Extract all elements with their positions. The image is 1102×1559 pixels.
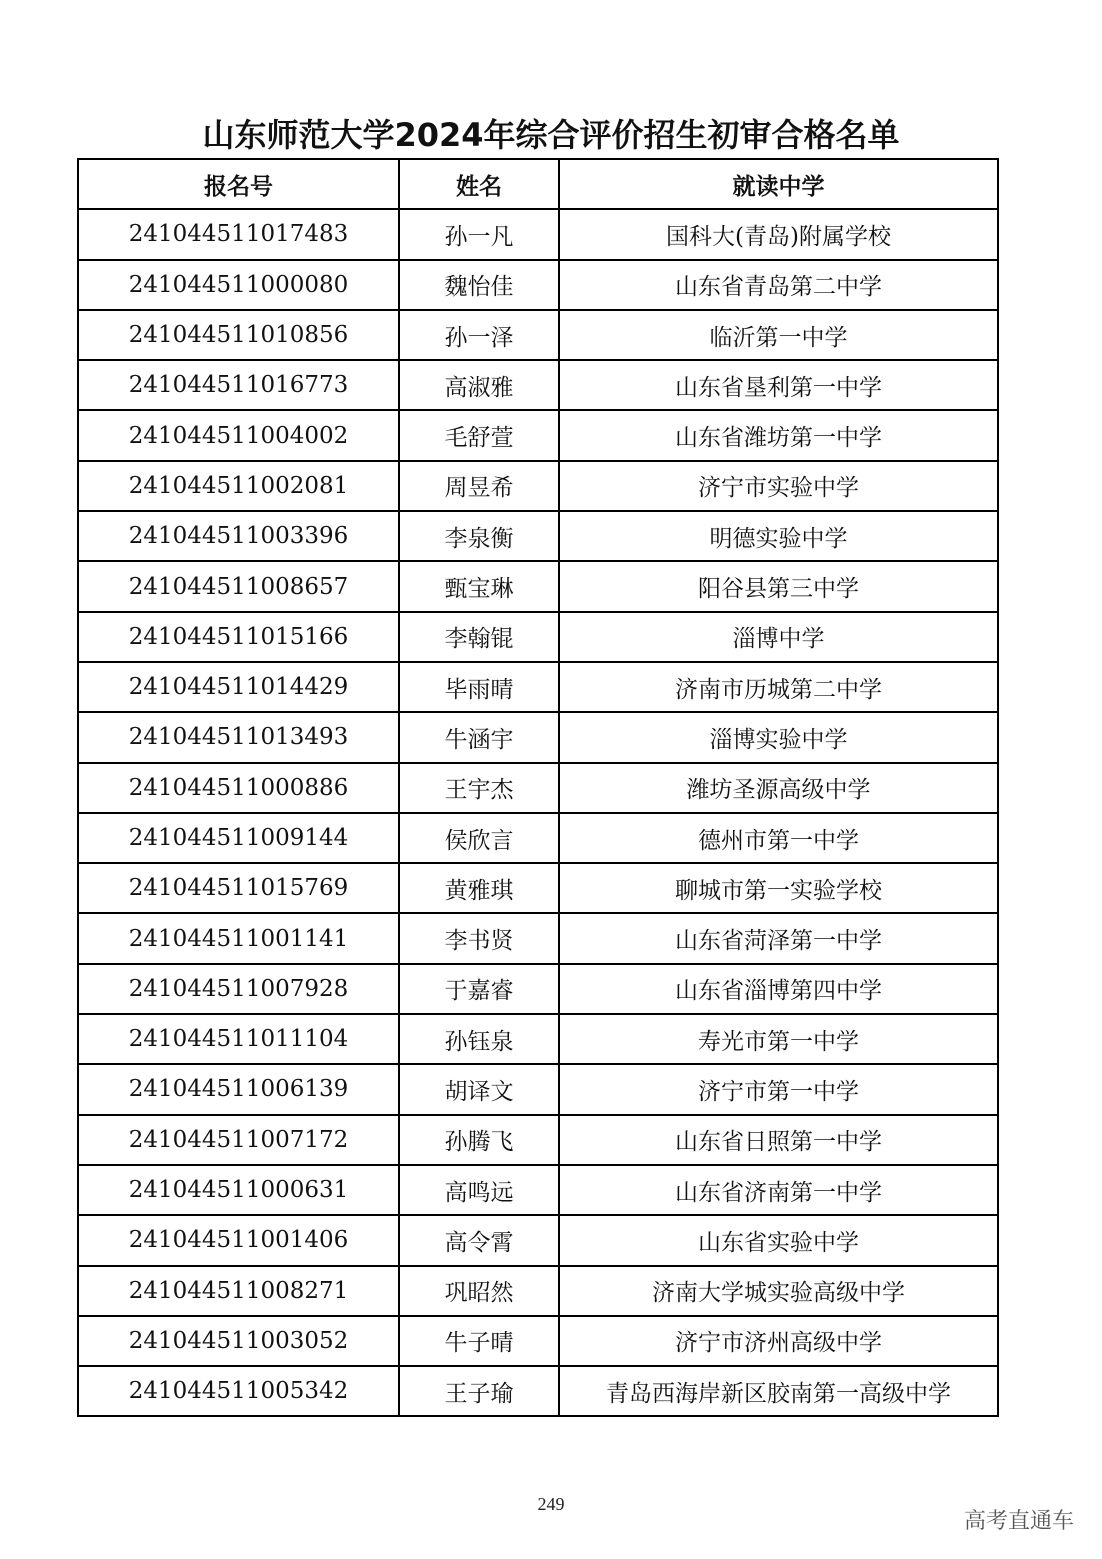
table-row [78,1366,998,1416]
student-name-cell: 侯欣言 [399,813,559,863]
student-name-cell: 巩昭然 [399,1266,559,1316]
table-body [78,209,998,1416]
registration-number-cell: 241044511000080 [78,260,399,310]
school-cell: 山东省日照第一中学 [559,1115,998,1165]
registration-number-cell: 241044511001141 [78,913,399,963]
table-row [78,561,998,611]
table-row [78,209,998,259]
school-cell: 淄博中学 [559,612,998,662]
registration-number-cell: 241044511014429 [78,662,399,712]
student-name-cell: 周昱希 [399,461,559,511]
header-school: 就读中学 [559,159,998,209]
school-cell: 山东省菏泽第一中学 [559,913,998,963]
registration-number-cell: 241044511000886 [78,763,399,813]
table-row [78,360,998,410]
table-header-row [78,159,998,209]
table-row [78,260,998,310]
table-row [78,662,998,712]
table-row [78,511,998,561]
school-cell: 国科大(青岛)附属学校 [559,209,998,259]
page-title: 山东师范大学2024年综合评价招生初审合格名单 [202,116,900,154]
table-row [78,763,998,813]
table-row [78,612,998,662]
table-row [78,964,998,1014]
student-name-cell: 王宇杰 [399,763,559,813]
student-name-cell: 魏怡佳 [399,260,559,310]
registration-number-cell: 241044511003052 [78,1316,399,1366]
student-name-cell: 黄雅琪 [399,863,559,913]
registration-number-cell: 241044511016773 [78,360,399,410]
student-name-cell: 于嘉睿 [399,964,559,1014]
header-registration-number: 报名号 [78,159,399,209]
registration-number-cell: 241044511002081 [78,461,399,511]
table-row [78,712,998,762]
registration-number-cell: 241044511004002 [78,410,399,460]
registration-number-cell: 241044511015769 [78,863,399,913]
school-cell: 山东省青岛第二中学 [559,260,998,310]
student-name-cell: 甄宝琳 [399,561,559,611]
table-row [78,1266,998,1316]
school-cell: 山东省垦利第一中学 [559,360,998,410]
school-cell: 山东省济南第一中学 [559,1165,998,1215]
school-cell: 山东省实验中学 [559,1215,998,1265]
table-row [78,813,998,863]
registration-number-cell: 241044511008271 [78,1266,399,1316]
school-cell: 潍坊圣源高级中学 [559,763,998,813]
student-name-cell: 牛子晴 [399,1316,559,1366]
table-row [78,1064,998,1114]
table-row [78,1165,998,1215]
school-cell: 山东省潍坊第一中学 [559,410,998,460]
student-name-cell: 毕雨晴 [399,662,559,712]
registration-number-cell: 241044511005342 [78,1366,399,1416]
registration-number-cell: 241044511003396 [78,511,399,561]
page-number: 249 [537,1494,565,1514]
student-name-cell: 毛舒萱 [399,410,559,460]
student-name-cell: 胡译文 [399,1064,559,1114]
school-cell: 明德实验中学 [559,511,998,561]
school-cell: 临沂第一中学 [559,310,998,360]
watermark: 高考直通车 [963,1509,1074,1534]
table-row [78,913,998,963]
student-name-cell: 李书贤 [399,913,559,963]
school-cell: 阳谷县第三中学 [559,561,998,611]
registration-number-cell: 241044511009144 [78,813,399,863]
registration-number-cell: 241044511008657 [78,561,399,611]
student-name-cell: 孙钰泉 [399,1014,559,1064]
registration-number-cell: 241044511000631 [78,1165,399,1215]
table-row [78,1316,998,1366]
registration-number-cell: 241044511010856 [78,310,399,360]
student-name-cell: 王子瑜 [399,1366,559,1416]
student-name-cell: 高淑雅 [399,360,559,410]
student-name-cell: 牛涵宇 [399,712,559,762]
registration-number-cell: 241044511013493 [78,712,399,762]
student-name-cell: 李泉衡 [399,511,559,561]
table-row [78,310,998,360]
school-cell: 寿光市第一中学 [559,1014,998,1064]
table-row [78,1115,998,1165]
school-cell: 德州市第一中学 [559,813,998,863]
table-row [78,461,998,511]
school-cell: 济宁市济州高级中学 [559,1316,998,1366]
table-row [78,410,998,460]
student-name-cell: 孙一泽 [399,310,559,360]
registration-number-cell: 241044511017483 [78,209,399,259]
table-row [78,863,998,913]
registration-number-cell: 241044511015166 [78,612,399,662]
school-cell: 淄博实验中学 [559,712,998,762]
school-cell: 济宁市第一中学 [559,1064,998,1114]
school-cell: 青岛西海岸新区胶南第一高级中学 [559,1366,998,1416]
applicant-table [77,158,999,1417]
school-cell: 济南市历城第二中学 [559,662,998,712]
student-name-cell: 孙一凡 [399,209,559,259]
table-row [78,1014,998,1064]
school-cell: 聊城市第一实验学校 [559,863,998,913]
school-cell: 山东省淄博第四中学 [559,964,998,1014]
table-row [78,1215,998,1265]
student-name-cell: 高令霄 [399,1215,559,1265]
registration-number-cell: 241044511007172 [78,1115,399,1165]
student-name-cell: 孙腾飞 [399,1115,559,1165]
registration-number-cell: 241044511006139 [78,1064,399,1114]
header-name: 姓名 [399,159,559,209]
student-name-cell: 李翰锟 [399,612,559,662]
registration-number-cell: 241044511001406 [78,1215,399,1265]
school-cell: 济南大学城实验高级中学 [559,1266,998,1316]
school-cell: 济宁市实验中学 [559,461,998,511]
student-name-cell: 高鸣远 [399,1165,559,1215]
registration-number-cell: 241044511011104 [78,1014,399,1064]
registration-number-cell: 241044511007928 [78,964,399,1014]
